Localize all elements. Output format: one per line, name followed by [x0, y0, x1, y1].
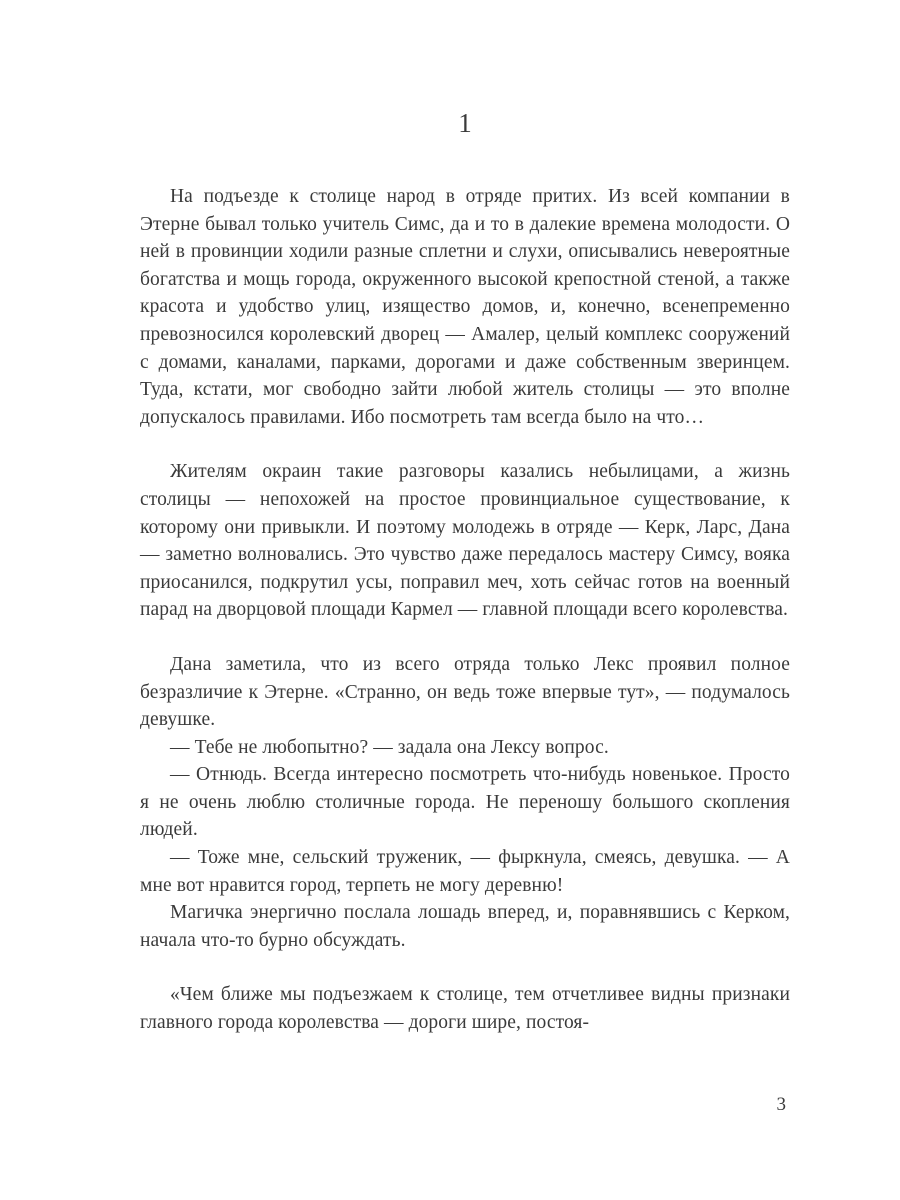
page-number: 3	[776, 1094, 786, 1115]
chapter-number: 1	[458, 108, 472, 138]
text-block	[140, 108, 790, 1037]
paragraph: Дана заметила, что из всего отряда только Лекс проявил полное безразличие к Этерне. «Странно, он ведь тоже впервые тут», — подумалось девушке.	[140, 653, 790, 731]
paragraph-dialogue: — Тебе не любопытно? — задала она Лексу вопрос.	[170, 736, 609, 758]
paragraph-dialogue: — Тоже мне, сельский труженик, — фыркнула, смеясь, девушка. — А мне вот нравится город, терпеть не могу деревню!	[140, 847, 790, 896]
paragraph: Жителям окраин такие разговоры казались небылицами, а жизнь столицы — непохожей на простое провинциальное существование, к которому они привыкли. И поэтому молодежь в отряде — Керк, Ларс, Дана — заметно волновались. Это чувство даже передалось мастеру Симсу, вояка приосанился, подкрутил усы, поправил меч, хоть сейчас готов на военный парад на дворцовой площади Кармел — главной площади всего королевства.	[140, 461, 790, 621]
paragraph-dialogue: — Отнюдь. Всегда интересно посмотреть что-нибудь новенькое. Просто я не очень люблю столичные города. Не переношу большого скопления людей.	[140, 764, 790, 841]
paragraph: «Чем ближе мы подъезжаем к столице, тем отчетливее видны признаки главного города королевства — дороги шире, постоя-	[140, 984, 790, 1034]
paragraph: На подъезде к столице народ в отряде притих. Из всей компании в Этерне бывал только учитель Симс, да и то в далекие времена молодости. О ней в провинции ходили разные сплетни и слухи, описывались невероятные богатства и мощь города, окруженного высокой крепостной стеной, а также красота и удобство улиц, изящество домов, и, конечно, всенепременно превозносился королевский дворец — Амалер, целый комплекс сооружений с домами, каналами, парками, дорогами и даже собственным зверинцем. Туда, кстати, мог свободно зайти любой житель столицы — это вполне допускалось правилами. Ибо посмотреть там всегда было на что…	[140, 186, 790, 428]
paragraph: Магичка энергично послала лошадь вперед, и, поравнявшись с Керком, начала что-то бурно обсуждать.	[140, 902, 790, 951]
